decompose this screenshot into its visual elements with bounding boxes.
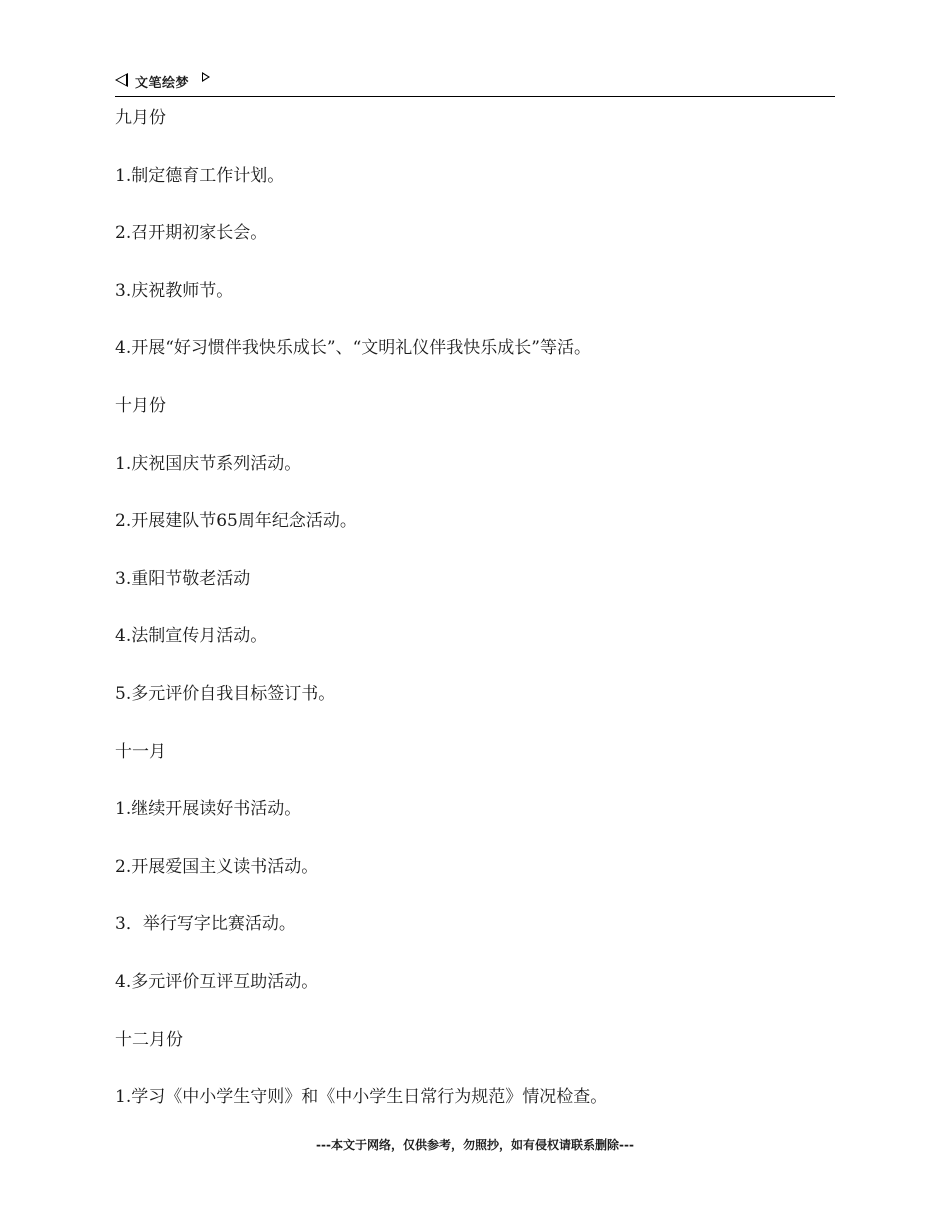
right-triangle-icon <box>202 72 210 82</box>
page-header <box>115 70 835 97</box>
list-item: 1.庆祝国庆节系列活动。 <box>115 453 302 474</box>
list-item: 1.学习《中小学生守则》和《中小学生日常行为规范》情况检查。 <box>115 1087 608 1108</box>
section-heading-december: 十二月份 <box>115 1029 183 1050</box>
section-heading-september: 九月份 <box>115 108 166 128</box>
list-item: 4.开展“好习惯伴我快乐成长”、“文明礼仪伴我快乐成长”等活。 <box>115 338 591 359</box>
section-heading-october: 十月份 <box>115 395 166 416</box>
footer-disclaimer: ---本文于网络，仅供参考，勿照抄，如有侵权请联系删除--- <box>316 1138 634 1152</box>
list-item: 5.多元评价自我目标签订书。 <box>115 683 336 704</box>
header-title: 文笔绘梦 <box>135 76 190 91</box>
list-item: 2.开展建队节65周年纪念活动。 <box>115 511 357 532</box>
list-item: 3.庆祝教师节。 <box>115 280 234 301</box>
section-heading-november: 十一月 <box>115 741 166 762</box>
list-item: 2.开展爱国主义读书活动。 <box>115 856 319 877</box>
list-item: 3.重阳节敬老活动 <box>115 568 251 589</box>
list-item: 3．举行写字比赛活动。 <box>115 914 296 935</box>
list-item: 4.多元评价互评互助活动。 <box>115 971 319 992</box>
left-triangle-icon <box>115 73 128 87</box>
list-item: 1.制定德育工作计划。 <box>115 165 285 186</box>
list-item: 2.召开期初家长会。 <box>115 223 268 244</box>
list-item: 1.继续开展读好书活动。 <box>115 799 302 820</box>
document-body <box>115 105 835 1142</box>
list-item: 4.法制宣传月活动。 <box>115 626 268 647</box>
